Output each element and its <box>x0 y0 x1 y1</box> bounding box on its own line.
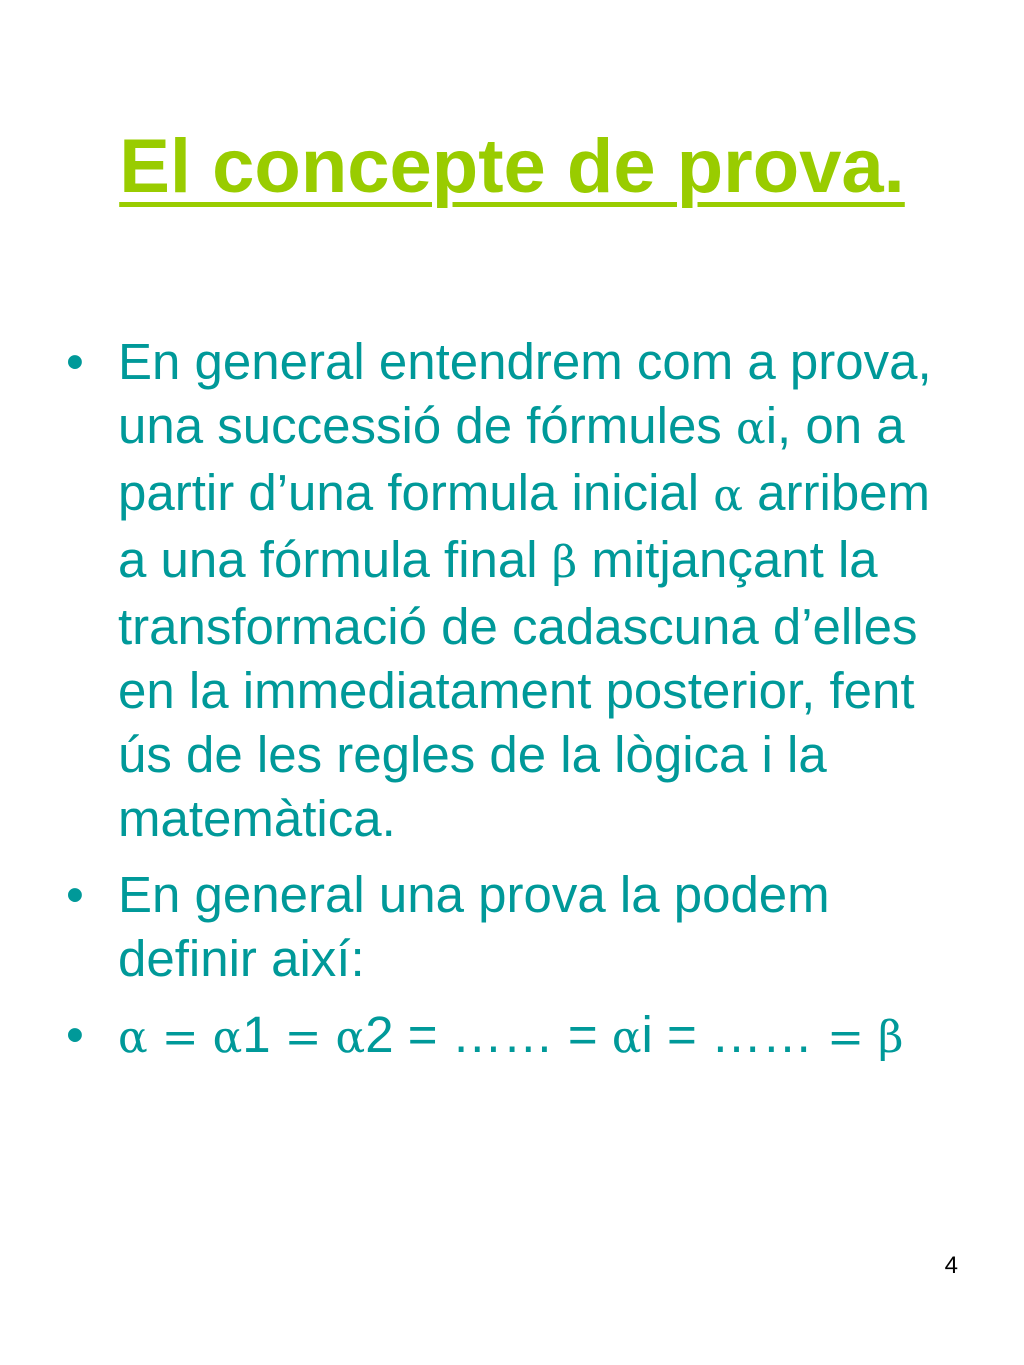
alpha-symbol: α <box>713 470 743 521</box>
equals-sign: = <box>270 1012 336 1063</box>
bullet-icon: • <box>66 866 84 923</box>
equals-sign: = <box>147 1012 213 1063</box>
definition-text-3: arribem a una fórmula final <box>118 464 931 588</box>
beta-symbol: β <box>878 1012 904 1063</box>
bullet-icon: • <box>66 333 84 390</box>
alpha-symbol: α <box>212 1012 243 1063</box>
bullet-list <box>66 330 966 1082</box>
bullet-item-general <box>66 863 966 991</box>
formula-text-3: i = …… <box>641 1006 828 1063</box>
definition-text-4: mitjançant la transformació de cadascuna d’elles en la immediatament posterior, fent ús de les regles de la lògica i la matemàtica. <box>118 531 918 847</box>
bullet-item-definition <box>66 330 966 851</box>
formula-text-2: 2 = …… = <box>365 1006 612 1063</box>
alpha-symbol: α <box>735 403 766 454</box>
bullet-item-formula <box>66 1003 966 1070</box>
equals-sign-final: = <box>827 1012 879 1063</box>
bullet-icon: • <box>66 1006 84 1063</box>
general-text: En general una prova la podem definir així: <box>118 866 830 987</box>
slide-title: El concepte de prova. <box>119 124 905 209</box>
definition-text-2: i, on a partir d’una formula inicial <box>118 397 905 521</box>
definition-text-1: En general entendrem com a prova, una successió de fórmules <box>118 333 932 454</box>
alpha-symbol: α <box>118 1012 148 1063</box>
formula-text-1: 1 <box>242 1006 271 1063</box>
beta-symbol: β <box>551 537 578 588</box>
alpha-symbol: α <box>335 1012 366 1063</box>
page-number: 4 <box>944 1252 958 1279</box>
alpha-symbol: α <box>611 1012 642 1063</box>
